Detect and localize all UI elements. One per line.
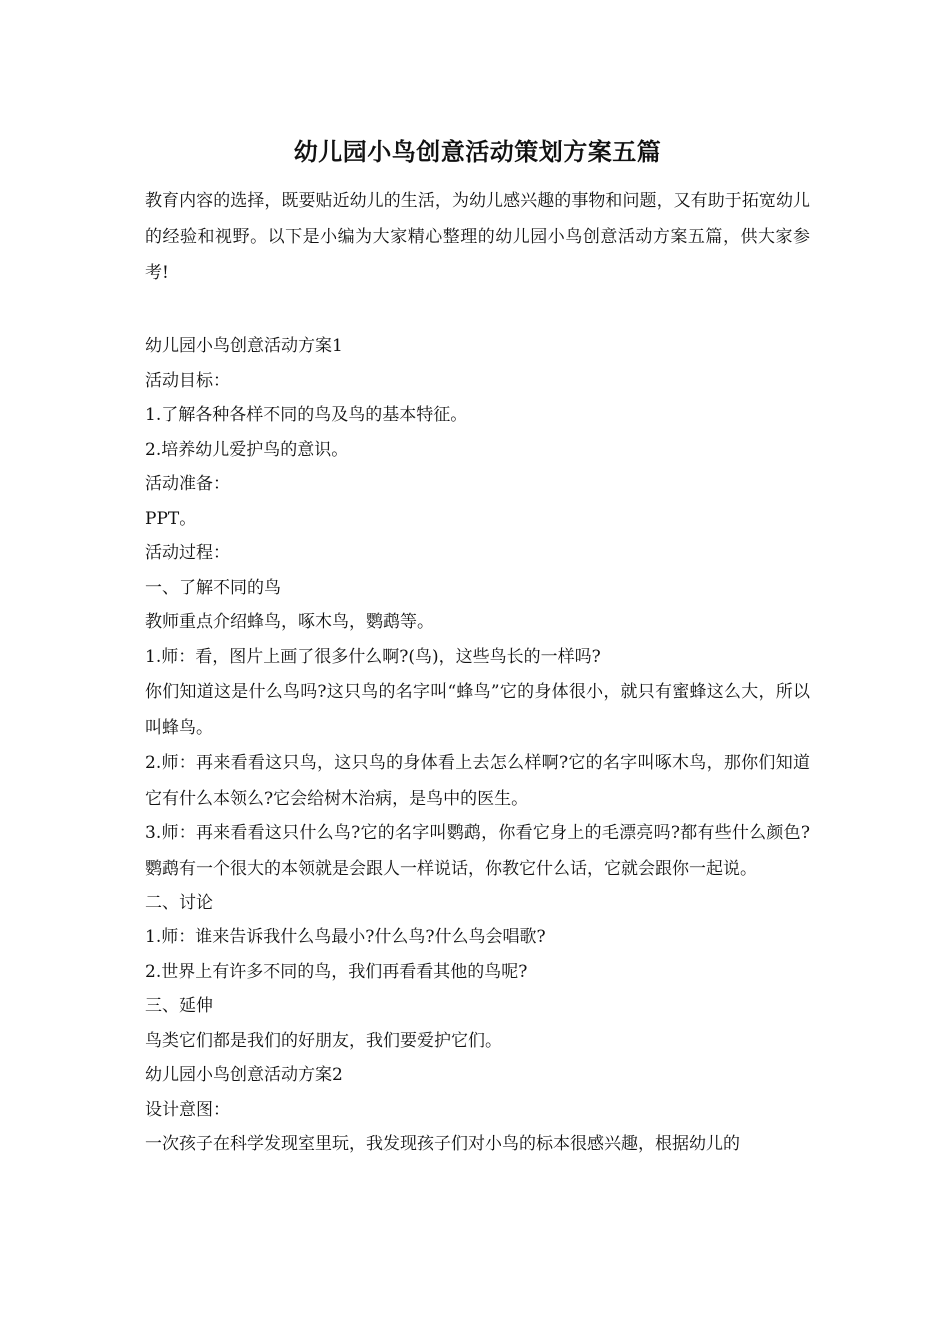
goal-item: 2.培养幼儿爱护鸟的意识。 bbox=[145, 439, 349, 460]
body-text: 1.师：谁来告诉我什么鸟最小?什么鸟?什么鸟会唱歌? bbox=[145, 927, 546, 947]
preparation-label: 活动准备： bbox=[145, 474, 230, 494]
document-title: 幼儿园小鸟创意活动策划方案五篇 bbox=[293, 137, 662, 166]
body-text: 鸟类它们都是我们的好朋友，我们要爱护它们。 bbox=[145, 1030, 502, 1051]
body-text: 教师重点介绍蜂鸟，啄木鸟，鹦鹉等。 bbox=[145, 612, 434, 632]
process-step-heading: 一、了解不同的鸟 bbox=[145, 577, 281, 598]
design-intent-label: 设计意图： bbox=[145, 1099, 230, 1120]
preparation-item: PPT。 bbox=[145, 508, 197, 529]
body-text: 一次孩子在科学发现室里玩，我发现孩子们对小鸟的标本很感兴趣，根据幼儿的 bbox=[145, 1134, 740, 1154]
body-text: 2.世界上有许多不同的鸟，我们再看看其他的鸟呢? bbox=[145, 961, 528, 982]
process-label: 活动过程： bbox=[145, 543, 230, 563]
process-step-heading: 三、延伸 bbox=[145, 996, 213, 1016]
intro-paragraph: 教育内容的选择，既要贴近幼儿的生活，为幼儿感兴趣的事物和问题，又有助于拓宽幼儿的经验和视野。以下是小编为大家精心整理的幼儿园小鸟创意活动方案五篇，供大家参考! bbox=[145, 191, 810, 283]
body-paragraph: 3.师：再来看看这只什么鸟?它的名字叫鹦鹉，你看它身上的毛漂亮吗?都有些什么颜色?鹦鹉有一个很大的本领就是会跟人一样说话，你教它什么话，它就会跟你一起说。 bbox=[145, 823, 810, 879]
goals-label: 活动目标： bbox=[145, 370, 230, 391]
process-step-heading: 二、讨论 bbox=[145, 892, 213, 913]
section-heading-plan-2: 幼儿园小鸟创意活动方案2 bbox=[145, 1065, 343, 1085]
section-heading-plan-1: 幼儿园小鸟创意活动方案1 bbox=[145, 336, 343, 356]
body-paragraph: 2.师：再来看看这只鸟，这只鸟的身体看上去怎么样啊?它的名字叫啄木鸟，那你们知道它有什么本领么?它会给树木治病，是鸟中的医生。 bbox=[145, 752, 810, 809]
document-body bbox=[145, 329, 810, 1162]
goal-item: 1.了解各种各样不同的鸟及鸟的基本特征。 bbox=[145, 405, 468, 425]
body-paragraph: 你们知道这是什么鸟吗?这只鸟的名字叫“蜂鸟”它的身体很小，就只有蜜蜂这么大，所以叫蜂鸟。 bbox=[145, 682, 810, 738]
body-text: 1.师：看，图片上画了很多什么啊?(鸟)，这些鸟长的一样吗? bbox=[145, 646, 601, 667]
